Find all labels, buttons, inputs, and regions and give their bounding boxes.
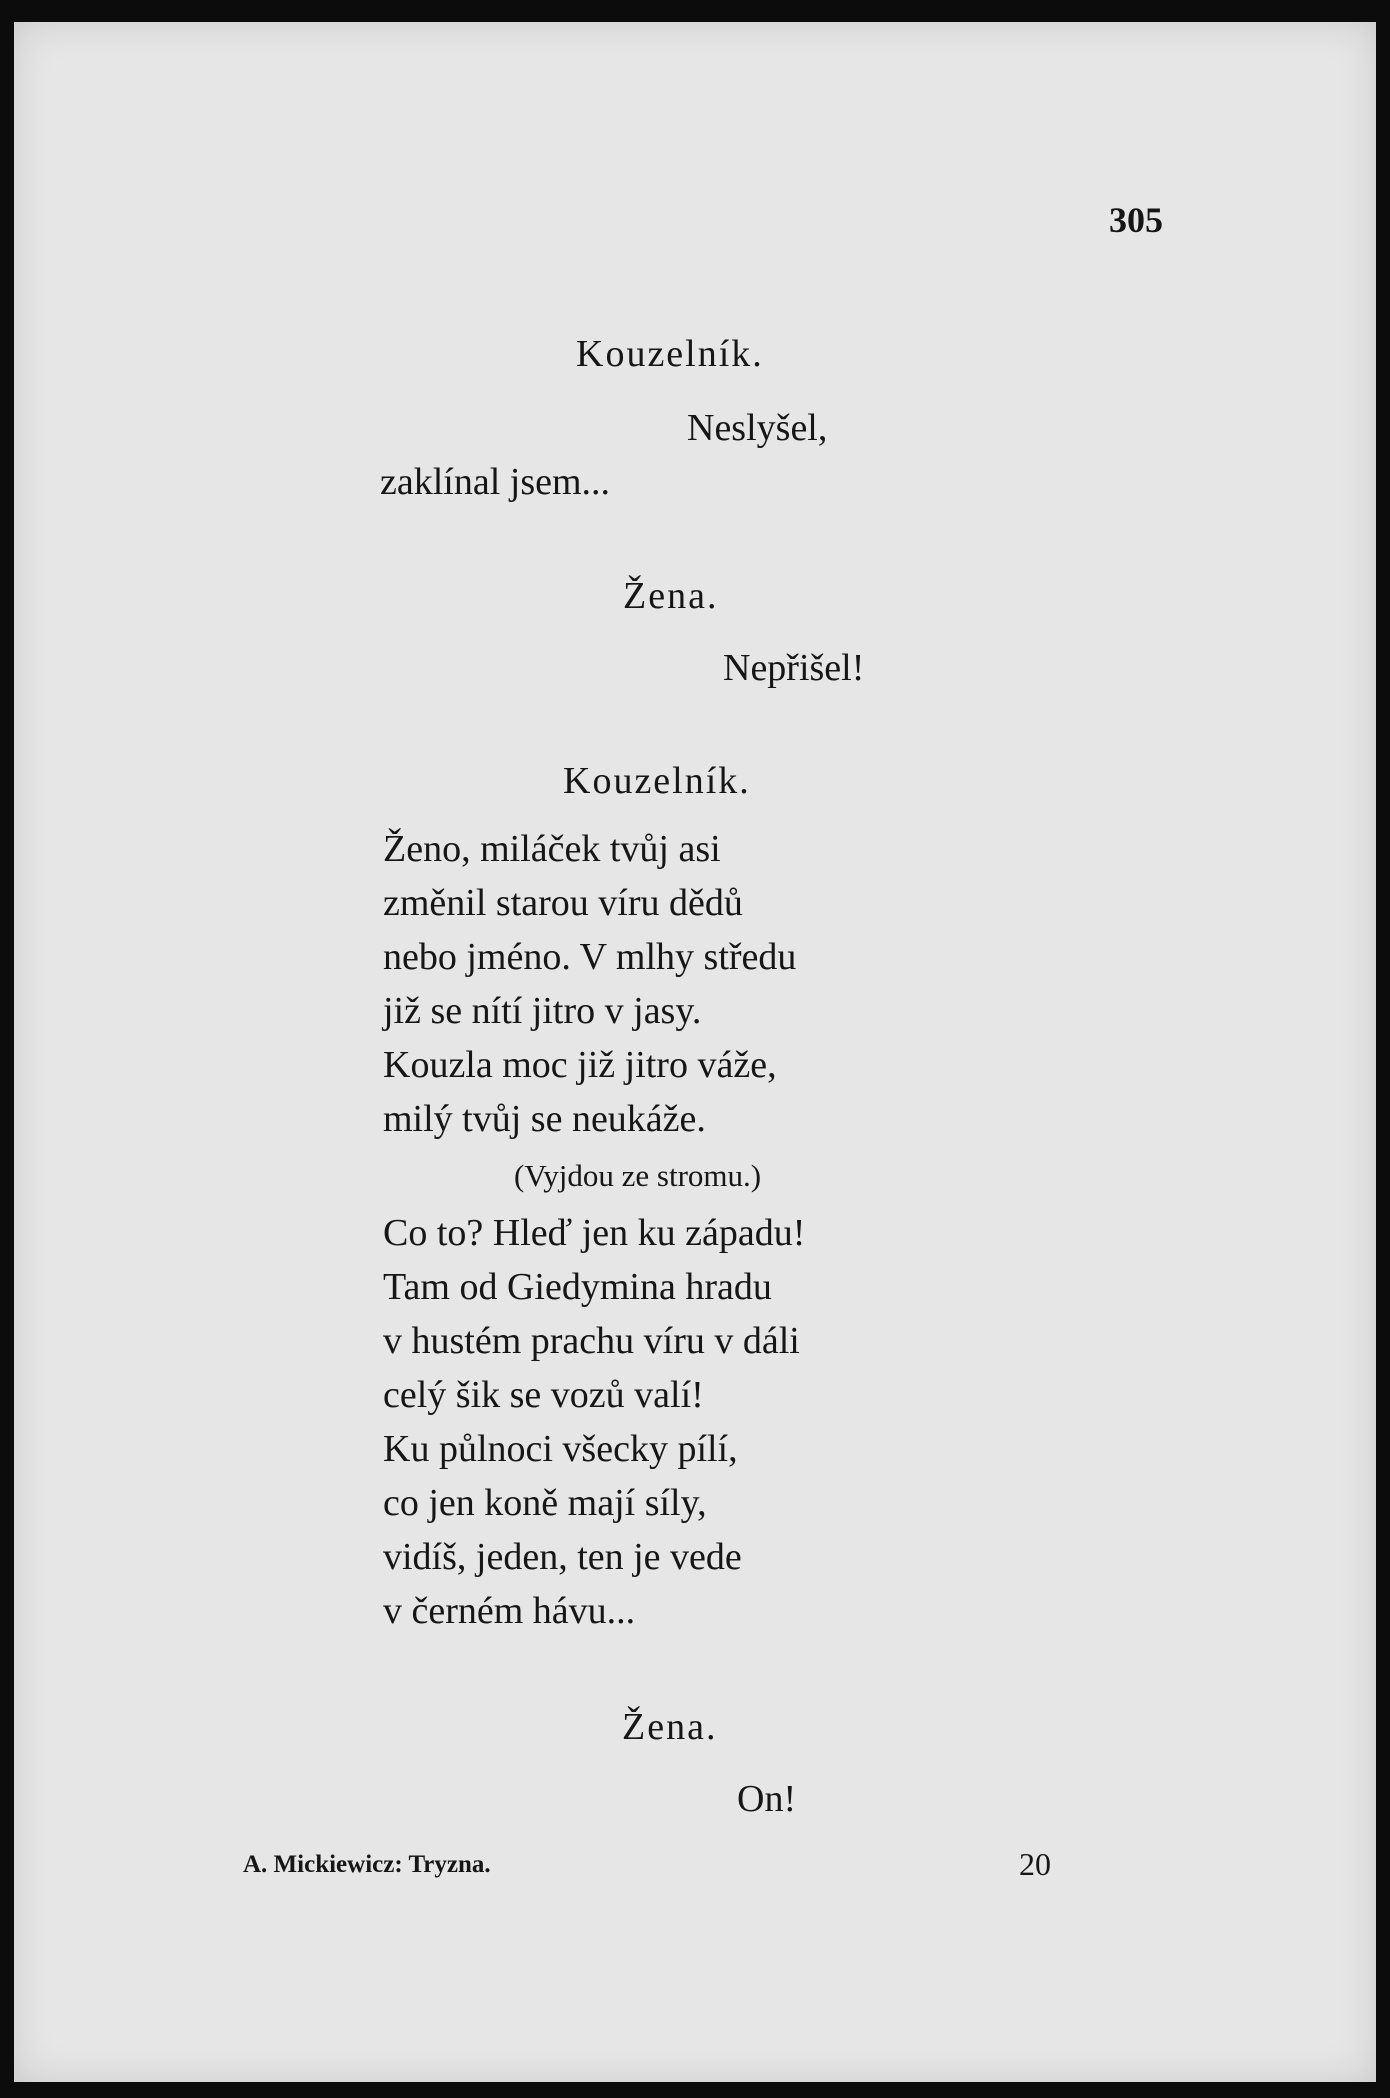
verse-line: co jen koně mají síly, [383,1482,707,1524]
verse-line: nebo jméno. V mlhy středu [383,936,797,978]
footer-source: A. Mickiewicz: Tryzna. [243,1851,491,1878]
speaker-heading: Kouzelník. [576,333,764,375]
footer-signature: 20 [1019,1846,1051,1882]
speaker-heading: Žena. [623,575,719,617]
verse-line: Neslyšel, [687,407,828,449]
stage-direction: (Vyjdou ze stromu.) [514,1158,762,1193]
page-number: 305 [1109,200,1163,240]
verse-line: zaklínal jsem... [380,461,611,503]
verse-line: v hustém prachu víru v dáli [383,1320,800,1362]
verse-line: změnil starou víru dědů [383,882,743,924]
verse-line: v černém hávu... [383,1590,636,1632]
verse-line: Nepřišel! [723,647,865,689]
verse-line: vidíš, jeden, ten je vede [383,1536,742,1578]
verse-line: On! [737,1778,797,1820]
verse-line: Co to? Hleď jen ku západu! [383,1212,806,1254]
book-page [14,22,1376,2082]
verse-line: Tam od Giedymina hradu [383,1266,772,1308]
verse-line: Kouzla moc již jitro váže, [383,1044,777,1086]
verse-line: milý tvůj se neukáže. [383,1098,706,1140]
verse-line: již se nítí jitro v jasy. [383,990,702,1032]
verse-line: celý šik se vozů valí! [383,1374,704,1416]
verse-line: Ženo, miláček tvůj asi [383,828,721,870]
speaker-heading: Žena. [622,1706,718,1748]
speaker-heading: Kouzelník. [563,760,751,802]
verse-line: Ku půlnoci všecky pílí, [383,1428,738,1470]
